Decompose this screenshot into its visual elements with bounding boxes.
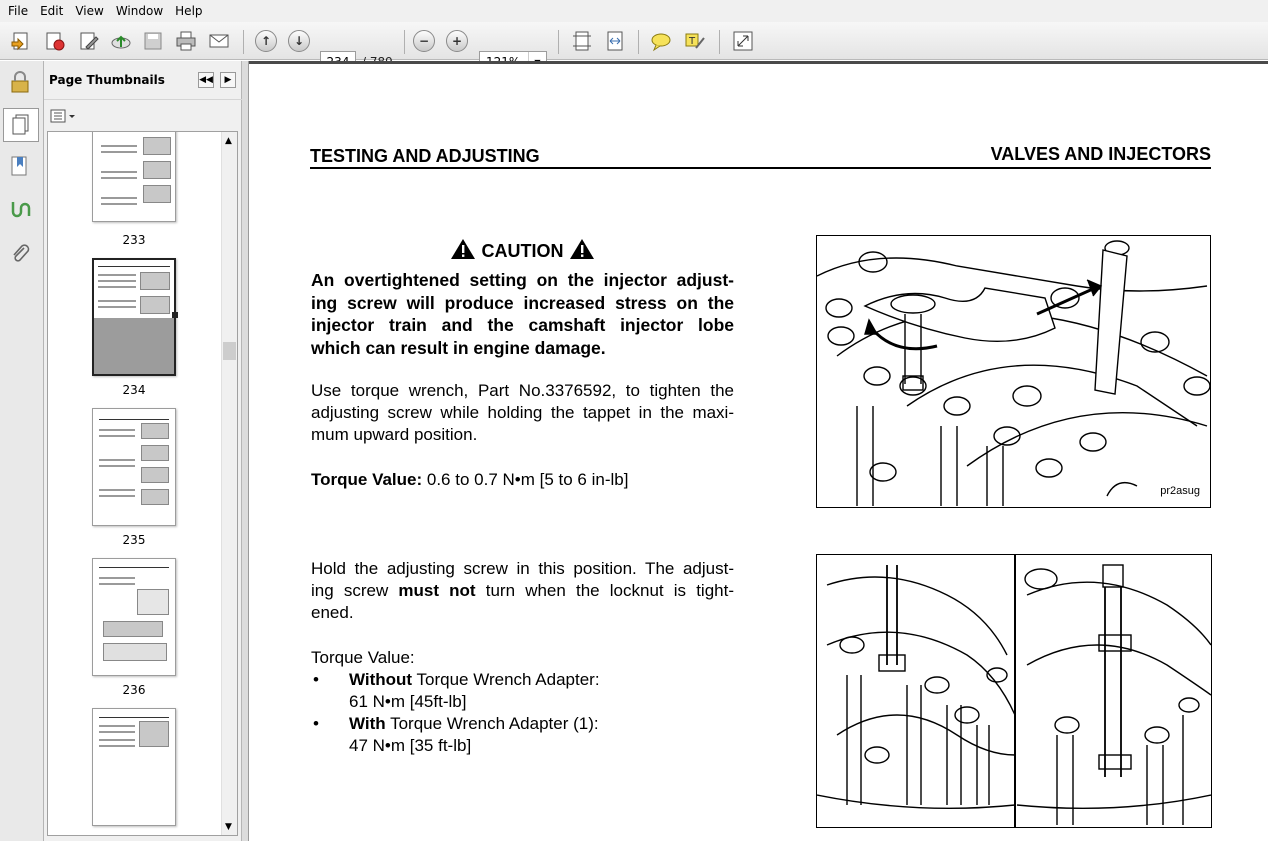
- list-item-text: Torque Wrench Adapter:: [412, 670, 600, 689]
- pages-icon: [10, 113, 32, 137]
- save-icon[interactable]: [140, 28, 166, 54]
- list-item-value: 47 N•m [35 ft-lb]: [349, 736, 472, 755]
- warning-icon: [450, 238, 476, 260]
- text-run: turn when the locknut is tight-: [475, 581, 734, 600]
- caution-line: injector train and the camshaft injector lobe: [311, 315, 734, 335]
- thumbnail-label: 233: [122, 233, 146, 247]
- caution-line: ing screw will produce increased stress on the: [311, 292, 734, 313]
- thumbnail-page[interactable]: [92, 408, 176, 526]
- edit-document-icon[interactable]: [76, 28, 102, 54]
- caution-line: An overtightened setting on the injector adjust-: [311, 270, 734, 290]
- menu-window[interactable]: Window: [115, 4, 164, 18]
- thumbnail-page[interactable]: [92, 131, 176, 222]
- page-header-right: VALVES AND INJECTORS: [990, 144, 1211, 164]
- document-view: [249, 61, 1268, 841]
- caution-title: CAUTION: [481, 241, 564, 261]
- locknut-torque-figure: [816, 554, 1212, 828]
- list-item-text: Torque Wrench Adapter (1):: [385, 714, 599, 733]
- full-screen-icon[interactable]: [730, 28, 756, 54]
- thumbnail-label: 234: [122, 383, 146, 397]
- create-pdf-icon[interactable]: [42, 28, 68, 54]
- previous-page-button[interactable]: ↑: [253, 28, 279, 54]
- signatures-icon[interactable]: [7, 197, 33, 223]
- thumbnail-scrollbar[interactable]: [221, 132, 237, 835]
- engine-illustration: [817, 236, 1210, 507]
- torque-value: 0.6 to 0.7 N•m [5 to 6 in-lb]: [422, 470, 629, 489]
- zoom-in-button[interactable]: +: [444, 28, 470, 54]
- scrollbar-thumb[interactable]: [223, 342, 236, 360]
- thumbnail-options: [44, 99, 242, 131]
- paragraph-line: Hold the adjusting screw in this position. The adjust-: [311, 559, 734, 578]
- text-run: ing screw: [311, 581, 399, 600]
- svg-text:T: T: [689, 36, 696, 47]
- thumbnail-page-selected[interactable]: [92, 258, 176, 376]
- bullet: •: [313, 714, 319, 733]
- paragraph-line: ened.: [311, 603, 354, 622]
- navigation-rail: [0, 61, 44, 841]
- header-rule: [310, 167, 1211, 169]
- paragraph-line: [311, 580, 734, 602]
- emphasis-text: must not: [398, 581, 476, 600]
- wrench-illustration: [817, 555, 1211, 827]
- torque-label: Torque Value:: [311, 470, 423, 489]
- bullet: •: [313, 670, 319, 689]
- torque-list-label: Torque Value:: [311, 648, 415, 667]
- email-icon[interactable]: [206, 28, 232, 54]
- open-file-icon[interactable]: [8, 28, 34, 54]
- thumbnail-label: 236: [122, 683, 146, 697]
- thumbnail-list: [47, 131, 238, 836]
- zoom-out-button[interactable]: −: [411, 28, 437, 54]
- menu-view[interactable]: View: [75, 4, 104, 18]
- injector-adjustment-figure: [816, 235, 1211, 508]
- paragraph-line: Use torque wrench, Part No.3376592, to tighten the: [311, 381, 734, 400]
- torque-value-line: [311, 469, 734, 491]
- panel-title: Page Thumbnails: [49, 73, 165, 87]
- list-item: [311, 669, 734, 713]
- warning-icon: [569, 238, 595, 260]
- thumbnail-label: 235: [122, 533, 146, 547]
- lock-icon[interactable]: [7, 69, 33, 95]
- list-item-bold: With: [349, 714, 386, 733]
- page-thumbnails-tab[interactable]: [3, 108, 39, 142]
- page-header-left: TESTING AND ADJUSTING: [310, 146, 540, 166]
- fit-page-icon[interactable]: [569, 28, 595, 54]
- next-page-button[interactable]: ↓: [286, 28, 312, 54]
- toolbar: [0, 22, 1268, 60]
- caution-text: [311, 269, 734, 359]
- menu-bar: [0, 0, 1268, 22]
- panel-splitter[interactable]: [242, 61, 249, 841]
- instruction-paragraph: [311, 380, 734, 446]
- paragraph-line: adjusting screw while holding the tappet in the maxi-: [311, 403, 734, 422]
- thumbnails-panel: [44, 61, 242, 841]
- print-icon[interactable]: [173, 28, 199, 54]
- list-item-bold: Without: [349, 670, 413, 689]
- caution-heading: [311, 238, 734, 262]
- thumbnail-page[interactable]: [92, 708, 176, 826]
- panel-next-button[interactable]: ▶: [220, 72, 236, 88]
- paragraph-line: mum upward position.: [311, 425, 478, 444]
- scroll-up-icon[interactable]: ▲: [225, 136, 232, 146]
- list-item-value: 61 N•m [45ft-lb]: [349, 692, 467, 711]
- menu-edit[interactable]: Edit: [40, 4, 64, 18]
- scroll-down-icon[interactable]: ▼: [225, 822, 232, 832]
- comment-icon[interactable]: [648, 28, 674, 54]
- list-item: [311, 713, 734, 757]
- thumbnail-page[interactable]: [92, 558, 176, 676]
- thumbnail-options-menu-icon[interactable]: [50, 109, 78, 125]
- upload-cloud-icon[interactable]: [108, 28, 134, 54]
- menu-help[interactable]: Help: [175, 4, 203, 18]
- fit-width-icon[interactable]: [602, 28, 628, 54]
- torque-list: [311, 669, 734, 757]
- attachments-icon[interactable]: [7, 241, 33, 267]
- figure-code: pr2asug: [1160, 485, 1200, 497]
- caution-line: which can result in engine damage.: [311, 337, 606, 358]
- bookmark-icon[interactable]: [7, 153, 33, 179]
- highlight-icon[interactable]: [682, 28, 708, 54]
- menu-file[interactable]: File: [8, 4, 29, 18]
- collapse-panel-button[interactable]: ◀◀: [198, 72, 214, 88]
- locknut-paragraph: [311, 558, 734, 624]
